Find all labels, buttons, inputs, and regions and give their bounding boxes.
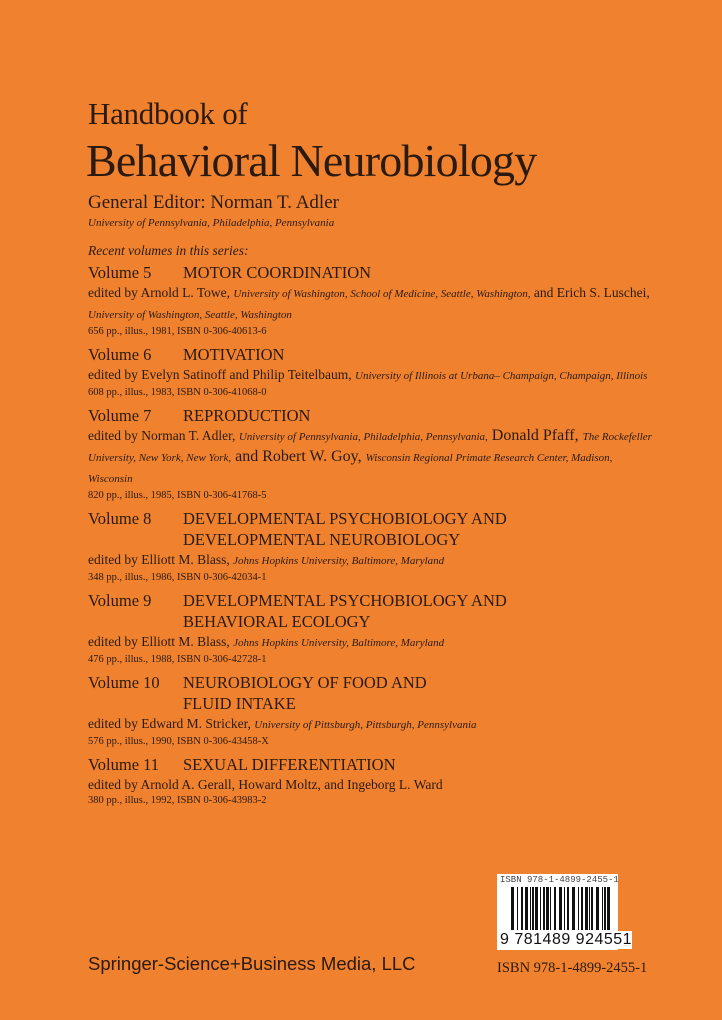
volume-heading	[88, 672, 658, 714]
barcode-bar	[581, 887, 583, 930]
barcode-bar	[540, 887, 541, 930]
volume-entry	[88, 754, 658, 808]
barcode-bar	[591, 887, 593, 930]
volume-entry	[88, 672, 658, 749]
editor-names: and Erich S. Luschei,	[530, 285, 650, 300]
publisher-name: Springer-Science+Business Media, LLC	[88, 953, 416, 974]
recent-volumes-heading: Recent volumes in this series:	[88, 243, 249, 258]
volume-heading	[88, 508, 658, 550]
volume-title: MOTOR COORDINATION	[183, 263, 372, 282]
volume-editors	[88, 426, 658, 489]
volume-heading	[88, 754, 658, 775]
volume-entry	[88, 508, 658, 585]
volume-number: Volume 6	[88, 345, 152, 364]
volume-number: Volume 11	[88, 755, 160, 774]
editor-names: edited by Arnold L. Towe,	[88, 285, 234, 300]
editor-affiliation: University of Pittsburgh, Pittsburgh, Pennsylvania	[254, 719, 477, 731]
volume-editors	[88, 775, 658, 794]
volume-title: SEXUAL DIFFERENTIATION	[183, 755, 396, 774]
editor-names: edited by Norman T. Adler,	[88, 428, 239, 443]
editor-names: edited by Elliott M. Blass,	[88, 634, 234, 649]
general-editor: General Editor: Norman T. Adler	[88, 192, 339, 213]
volume-title: NEUROBIOLOGY OF FOOD AND FLUID INTAKE	[183, 673, 427, 713]
volume-editors	[88, 365, 658, 386]
volume-list	[88, 262, 658, 813]
volume-entry	[88, 590, 658, 667]
volume-heading	[88, 590, 658, 632]
editor-affiliation: The Rockefeller University, New York, New York,	[88, 431, 652, 464]
editor-affiliation: Johns Hopkins University, Baltimore, Maryland	[233, 555, 445, 567]
volume-title: MOTIVATION	[183, 345, 285, 364]
general-editor-affiliation: University of Pennsylvania, Philadelphia, Pennsylvania	[88, 217, 335, 229]
volume-entry	[88, 344, 658, 400]
volume-number: Volume 7	[88, 406, 152, 425]
barcode-isbn-text: ISBN 978-1-4899-2455-1	[500, 875, 619, 885]
volume-heading	[88, 405, 658, 426]
barcode-bar	[511, 887, 514, 930]
barcode-bar	[604, 887, 606, 930]
volume-editors	[88, 632, 658, 653]
barcode-bar	[596, 887, 599, 930]
barcode-bar	[585, 887, 588, 930]
volume-editors	[88, 550, 658, 571]
barcode-bar	[530, 887, 531, 930]
isbn-number: ISBN 978-1-4899-2455-1	[497, 960, 648, 976]
volume-details: 576 pp., illus., 1990, ISBN 0-306-43458-X	[88, 736, 269, 747]
volume-heading	[88, 344, 658, 365]
barcode-bar	[602, 887, 603, 930]
barcode-bar	[567, 887, 569, 930]
volume-title: DEVELOPMENTAL PSYCHOBIOLOGY AND BEHAVIORAL ECOLOGY	[183, 591, 507, 631]
volume-details: 348 pp., illus., 1986, ISBN 0-306-42034-1	[88, 572, 267, 583]
barcode-bar	[521, 887, 523, 930]
volume-number: Volume 8	[88, 509, 152, 528]
barcode-bar	[517, 887, 518, 930]
barcode-digits: 9 781489 924551	[500, 931, 633, 948]
volume-details: 476 pp., illus., 1988, ISBN 0-306-42728-1	[88, 654, 267, 665]
editor-affiliation: Wisconsin Regional Primate Research Center, Madison, Wisconsin	[88, 452, 613, 485]
editor-affiliation: University of Washington, School of Medicine, Seattle, Washington,	[233, 288, 531, 300]
barcode-bar	[546, 887, 549, 930]
barcode-bar	[559, 887, 562, 930]
volume-editors	[88, 714, 658, 735]
editor-names: and Robert W. Goy,	[231, 448, 366, 465]
editor-affiliation: University of Illinois at Urbana– Champaign, Champaign, Illinois	[355, 370, 648, 382]
barcode-bar	[535, 887, 538, 930]
volume-title: REPRODUCTION	[183, 406, 311, 425]
barcode-bars	[511, 887, 611, 930]
series-title-line2: Behavioral Neurobiology	[86, 135, 537, 186]
volume-entry	[88, 262, 658, 339]
volume-entry	[88, 405, 658, 503]
editor-affiliation: University of Washington, Seattle, Washington	[88, 309, 292, 321]
volume-number: Volume 9	[88, 591, 152, 610]
barcode-bar	[578, 887, 579, 930]
barcode-bar	[589, 887, 590, 930]
barcode-bar	[564, 887, 565, 930]
series-title-line1: Handbook of	[88, 96, 248, 131]
barcode-bar	[572, 887, 575, 930]
barcode-bar	[525, 887, 528, 930]
volume-title: DEVELOPMENTAL PSYCHOBIOLOGY AND DEVELOPMENTAL NEUROBIOLOGY	[183, 509, 507, 549]
editor-affiliation: Johns Hopkins University, Baltimore, Maryland	[233, 637, 445, 649]
volume-details: 380 pp., illus., 1992, ISBN 0-306-43983-2	[88, 795, 267, 806]
editor-names: edited by Edward M. Stricker,	[88, 716, 255, 731]
volume-details: 656 pp., illus., 1981, ISBN 0-306-40613-6	[88, 326, 267, 337]
barcode-bar	[554, 887, 556, 930]
volume-details: 820 pp., illus., 1985, ISBN 0-306-41768-5	[88, 490, 267, 501]
editor-names: edited by Elliott M. Blass,	[88, 552, 234, 567]
barcode-bar	[543, 887, 545, 930]
editor-names: Donald Pfaff,	[487, 427, 583, 444]
volume-number: Volume 5	[88, 263, 152, 282]
editor-names: edited by Evelyn Satinoff and Philip Teitelbaum,	[88, 367, 356, 382]
barcode-bar	[607, 887, 610, 930]
barcode-bar	[532, 887, 534, 930]
editor-names: edited by Arnold A. Gerall, Howard Moltz, and Ingeborg L. Ward	[88, 777, 443, 792]
barcode-bar	[550, 887, 551, 930]
volume-number: Volume 10	[88, 673, 160, 692]
barcode	[497, 874, 633, 950]
editor-affiliation: University of Pennsylvania, Philadelphia, Pennsylvania,	[238, 431, 488, 443]
volume-details: 608 pp., illus., 1983, ISBN 0-306-41068-0	[88, 387, 267, 398]
volume-editors	[88, 283, 658, 325]
volume-heading	[88, 262, 658, 283]
